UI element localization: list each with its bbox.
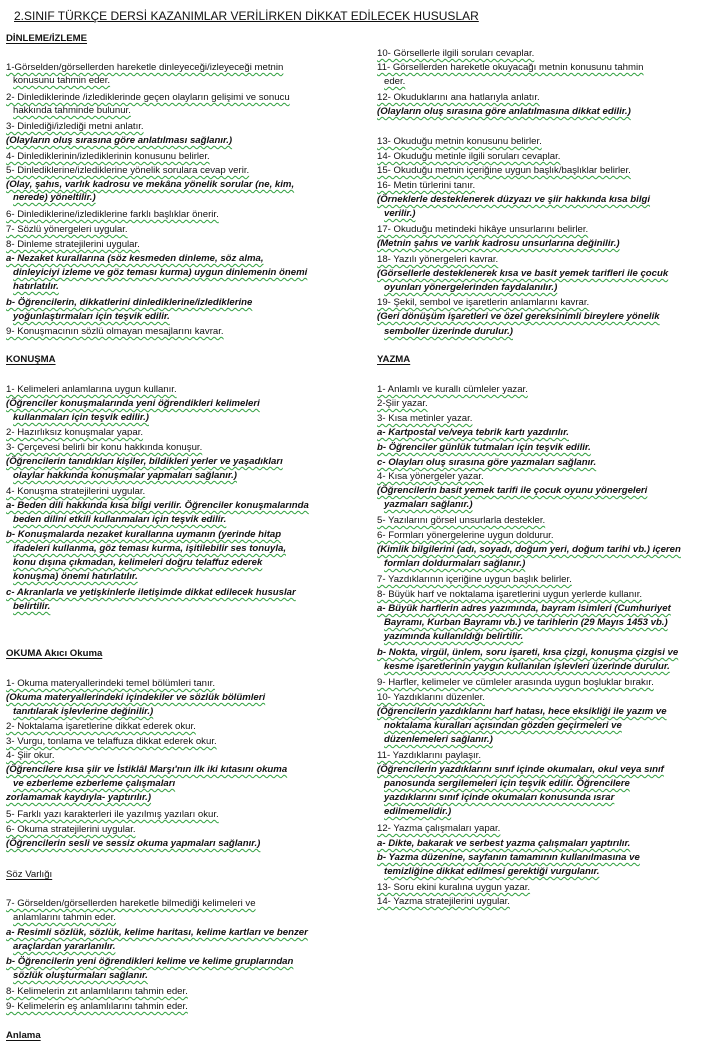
- text-line: 12- Yazma çalışmaları yapar.: [377, 823, 501, 834]
- text-line: 14- Yazma stratejilerini uygular.: [377, 896, 510, 907]
- section-heading: YAZMA: [377, 354, 411, 365]
- text-line: 7- Sözlü yönergeleri uygular.: [6, 224, 128, 235]
- note-line: b- Yazma düzenine, sayfanın tamamının kullanılmasına ve: [377, 852, 640, 863]
- note-line: (Kimlik bilgilerini (adı, soyadı, doğum yeri, doğum tarihi vb.) içeren: [377, 544, 681, 555]
- subsection-heading: Söz Varlığı: [6, 869, 53, 880]
- note-line-continuation: panosunda sergilemeleri için teşvik edilir. Öğrencilere: [384, 778, 630, 789]
- note-line-continuation: belirtilir.: [13, 601, 51, 612]
- text-line: 1- Anlamlı ve kurallı cümleler yazar.: [377, 384, 528, 395]
- section-heading: DİNLEME/İZLEME: [6, 33, 88, 44]
- text-line: 3- Dinlediği/izlediği metni anlatır.: [6, 121, 144, 132]
- note-line: (Geri dönüşüm işaretleri ve özel gereksinimli bireylere yönelik: [377, 311, 660, 322]
- note-line-continuation: konuşma) önemi hatırlatılır.: [13, 571, 138, 582]
- note-line: (Görsellerle desteklenerek kısa ve basit yemek tarifleri ile çocuk: [377, 268, 669, 279]
- text-line: 8- Dinleme stratejilerini uygular.: [6, 239, 140, 250]
- text-line: 8- Büyük harf ve noktalama işaretlerini uygun yerlerde kullanır.: [377, 589, 643, 600]
- text-line: 14- Okuduğu metinle ilgili soruları cevaplar.: [377, 151, 561, 162]
- text-line: 8- Kelimelerin zıt anlamlılarını tahmin eder.: [6, 986, 188, 997]
- note-line-continuation: yoğunlaştırmaları için teşvik edilir.: [13, 311, 170, 322]
- note-line: (Örneklerle desteklenerek düzyazı ve şiir hakkında kısa bilgi: [377, 194, 651, 205]
- note-line-continuation: yazmaları sağlanır.): [384, 499, 473, 510]
- text-line: 4- Konuşma stratejilerini uygular.: [6, 486, 146, 497]
- note-line: (Öğrencilere kısa şiir ve İstiklâl Marşı'nın ilk iki kıtasını okuma: [6, 764, 288, 775]
- note-line: zorlamamak kaydıyla- yaptırılır.): [6, 792, 152, 803]
- note-line: (Öğrencilerin yazdıklarını sınıf içinde okumaları, okul veya sınıf: [377, 764, 664, 775]
- note-line: b- Nokta, virgül, ünlem, soru işareti, kısa çizgi, konuşma çizgisi ve: [377, 647, 679, 658]
- text-line: 2- Dinlediklerinde /izlediklerinde geçen olayların gelişimi ve sonucu: [6, 92, 290, 103]
- text-line: 12- Okuduklarını ana hatlarıyla anlatır.: [377, 92, 540, 103]
- note-line-continuation: konu dışına çıkmadan, kelimeleri doğru telaffuz ederek: [13, 557, 263, 568]
- text-line: 9- Harfler, kelimeler ve cümleler arasında uygun boşluklar bırakır.: [377, 677, 654, 688]
- text-line: 6- Formları yönergelerine uygun doldurur.: [377, 530, 554, 541]
- text-line: 3- Çerçevesi belirli bir konu hakkında konuşur.: [6, 442, 203, 453]
- note-line: (Olay, şahıs, varlık kadrosu ve mekâna yönelik sorular (ne, kim,: [6, 179, 295, 190]
- text-line: 9- Kelimelerin eş anlamlılarını tahmin eder.: [6, 1001, 188, 1012]
- note-line-continuation: kesme işaretlerinin yaygın kullanılan işlevleri üzerinde durulur.: [384, 661, 670, 672]
- text-line: 10- Yazdıklarını düzenler.: [377, 692, 485, 703]
- note-line-continuation: semboller üzerinde durulur.): [384, 326, 514, 337]
- note-line: b- Öğrencilerin yeni öğrendikleri kelime ve kelime gruplarından: [6, 956, 294, 967]
- text-line: 2- Hazırlıksız konuşmalar yapar.: [6, 427, 144, 438]
- text-line: 17- Okuduğu metindeki hikâye unsurlarını belirler.: [377, 224, 589, 235]
- note-line-continuation: hatırlatılır.: [13, 281, 59, 292]
- note-line: a- Dikte, bakarak ve serbest yazma çalışmaları yaptırılır.: [377, 838, 631, 849]
- note-line: a- Büyük harflerin adres yazımında, bayram isimleri (Cumhuriyet: [377, 603, 671, 614]
- text-line: 19- Şekil, sembol ve işaretlerin anlamlarını kavrar.: [377, 297, 590, 308]
- note-line-continuation: ifadeleri kullanma, göz teması kurma, işitilebilir ses tonuyla,: [13, 543, 286, 554]
- note-line-continuation: düzenlemeleri sağlanır.): [384, 734, 493, 745]
- note-line: a- Kartpostal ve/veya tebrik kartı yazdırılır.: [377, 427, 569, 438]
- text-line: 9- Konuşmacının sözlü olmayan mesajlarını kavrar.: [6, 326, 224, 337]
- text-line: 16- Metin türlerini tanır.: [377, 180, 476, 191]
- text-line: 6- Dinlediklerine/izlediklerine farklı başlıklar önerir.: [6, 209, 219, 220]
- note-line-continuation: oyunları yönergelerinden faydalanılır.): [384, 282, 558, 293]
- note-line: (Öğrenciler konuşmalarında yeni öğrendikleri kelimeleri: [6, 398, 260, 409]
- section-heading: KONUŞMA: [6, 354, 56, 365]
- note-line: (Metnin şahıs ve varlık kadrosu unsurlarına değinilir.): [377, 238, 620, 249]
- text-line: 13- Okuduğu metnin konusunu belirler.: [377, 136, 542, 147]
- note-line-continuation: dinleyiciyi izleme ve göz teması kurma) uygun dinlemenin önemi: [13, 267, 308, 278]
- note-line: a- Beden dili hakkında kısa bilgi verilir. Öğrenciler konuşmalarında: [6, 500, 309, 511]
- text-line-continuation: eder.: [384, 76, 406, 87]
- note-line-continuation: verilir.): [384, 208, 416, 219]
- note-line-continuation: Bayramı, Kurban Bayramı vb.) ve tarihlerin (29 Mayıs 1453 vb.): [384, 617, 668, 628]
- note-line: (Öğrencilerin tanıdıkları kişiler, bildikleri yerler ve yaşadıkları: [6, 456, 283, 467]
- note-line: b- Öğrenciler günlük tutmaları için teşvik edilir.: [377, 442, 591, 453]
- text-line-continuation: anlamlarını tahmin eder.: [13, 912, 116, 923]
- text-line: 15- Okuduğu metnin içeriğine uygun başlık/başlıklar belirler.: [377, 165, 631, 176]
- note-line-continuation: formları doldurmaları sağlanır.): [384, 558, 526, 569]
- text-line: 4- Dinlediklerinin/izlediklerinin konusunu belirler.: [6, 151, 210, 162]
- text-line: 7- Görselden/görsellerden hareketle bilmediği kelimeleri ve: [6, 898, 256, 909]
- note-line: c- Olayları oluş sırasına göre yazmaları sağlanır.: [377, 457, 597, 468]
- text-line: 4- Kısa yönergeler yazar.: [377, 471, 484, 482]
- text-line: 5- Yazılarını görsel unsurlarla destekler.: [377, 515, 546, 526]
- text-line: 3- Kısa metinler yazar.: [377, 413, 473, 424]
- text-line: 1- Kelimeleri anlamlarına uygun kullanır.: [6, 384, 177, 395]
- text-line: 1- Okuma materyallerindeki temel bölümleri tanır.: [6, 678, 216, 689]
- note-line-continuation: nerede) yöneltilir.): [13, 192, 96, 203]
- note-line-continuation: olaylar hakkında konuşmalar yapmaları sağlanır.): [13, 470, 237, 481]
- note-line: a- Resimli sözlük, sözlük, kelime haritası, kelime kartları ve benzer: [6, 927, 308, 938]
- page-title: 2.SINIF TÜRKÇE DERSİ KAZANIMLAR VERİLİRKEN DİKKAT EDİLECEK HUSUSLAR: [14, 9, 479, 23]
- text-line: 5- Farklı yazı karakterleri ile yazılmış yazıları okur.: [6, 809, 219, 820]
- text-line: 2-Şiir yazar.: [377, 398, 428, 409]
- note-line-continuation: yazdıklarını sınıf içinde okumaları konusunda ısrar: [384, 792, 615, 803]
- note-line: (Öğrencilerin yazdıklarını harf hatası, hece eksikliği ile yazım ve: [377, 706, 667, 717]
- note-line-continuation: tanıtılarak işlevlerine değinilir.): [13, 706, 154, 717]
- note-line: a- Nezaket kurallarına (söz kesmeden dinleme, söz alma,: [6, 253, 264, 264]
- text-line: 6- Okuma stratejilerini uygular.: [6, 824, 136, 835]
- text-line-continuation: konusunu tahmin eder.: [13, 75, 111, 86]
- text-line: 11- Görsellerden hareketle okuyacağı metnin konusunu tahmin: [377, 62, 644, 73]
- note-line: c- Akranlarla ve yetişkinlerle iletişimde dikkat edilecek hususlar: [6, 587, 296, 598]
- text-line: 11- Yazdıklarını paylaşır.: [377, 750, 481, 761]
- note-line: (Okuma materyallerindeki içindekiler ve sözlük bölümleri: [6, 692, 266, 703]
- text-line: 18- Yazılı yönergeleri kavrar.: [377, 254, 499, 265]
- text-line-continuation: hakkında tahminde bulunur.: [13, 105, 131, 116]
- text-line: 3- Vurgu, tonlama ve telaffuza dikkat ederek okur.: [6, 736, 217, 747]
- note-line: b- Konuşmalarda nezaket kurallarına uymanın (yerinde hitap: [6, 529, 282, 540]
- text-line: 4- Şiir okur.: [6, 750, 55, 761]
- note-line-continuation: temizliğine dikkat edilmesi gerektiği vurgulanır.: [384, 866, 600, 877]
- text-line: 2- Noktalama işaretlerine dikkat ederek okur.: [6, 721, 196, 732]
- note-line: (Öğrencilerin basit yemek tarifi ile çocuk oyunu yönergeleri: [377, 485, 648, 496]
- note-line: (Olayların oluş sırasına göre anlatılması sağlanır.): [6, 135, 233, 146]
- text-line: 13- Soru ekini kuralına uygun yazar.: [377, 882, 531, 893]
- note-line-continuation: kullanmaları için teşvik edilir.): [13, 412, 149, 423]
- note-line-continuation: ve ezberleme ezberleme çalışmaları: [13, 778, 176, 789]
- text-line: 7- Yazdıklarının içeriğine uygun başlık belirler.: [377, 574, 572, 585]
- note-line-continuation: edilmemelidir.): [384, 806, 452, 817]
- note-line-continuation: araçlardan yararlanılır.: [13, 941, 116, 952]
- note-line: (Öğrencilerin sesli ve sessiz okuma yapmaları sağlanır.): [6, 838, 261, 849]
- note-line-continuation: beden dilini etkili kullanmaları için teşvik edilir.: [13, 514, 227, 525]
- text-line: 10- Görsellerle ilgili soruları cevaplar.: [377, 48, 535, 59]
- section-heading: OKUMA Akıcı Okuma: [6, 648, 103, 659]
- note-line-continuation: yazımında kullanıldığı belirtilir.: [384, 631, 524, 642]
- text-line: 5- Dinlediklerine/izlediklerine yönelik sorulara cevap verir.: [6, 165, 250, 176]
- note-line-continuation: noktalama kuralları açısından gözden geçirmeleri ve: [384, 720, 622, 731]
- note-line-continuation: sözlük oluşturmaları sağlanır.: [13, 970, 148, 981]
- section-heading: Anlama: [6, 1030, 41, 1041]
- note-line: b- Öğrencilerin, dikkatlerini dinlediklerine/izlediklerine: [6, 297, 253, 308]
- note-line: (Olayların oluş sırasına göre anlatılmasına dikkat edilir.): [377, 106, 631, 117]
- text-line: 1-Görselden/görsellerden hareketle dinleyeceği/izleyeceği metnin: [6, 62, 284, 73]
